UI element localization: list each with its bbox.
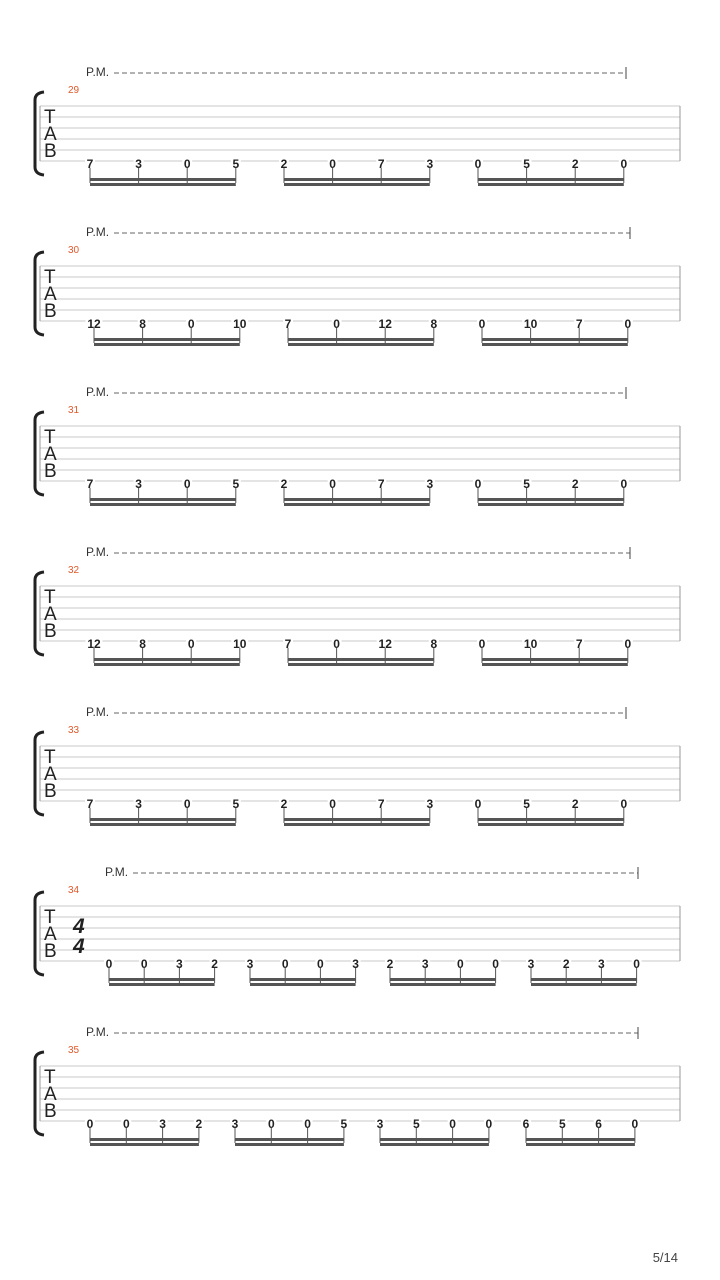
beam [478, 498, 624, 501]
fret-number: 3 [135, 477, 142, 491]
fret-number: 0 [492, 957, 499, 971]
beam [390, 978, 496, 981]
fret-number: 7 [377, 477, 385, 491]
fret-number: 0 [333, 317, 340, 331]
fret-number: 7 [86, 477, 94, 491]
fret-number: 7 [377, 157, 385, 171]
tab-clef-letter: A [44, 124, 57, 145]
beam [288, 663, 434, 666]
beam [288, 658, 434, 661]
measure-number: 35 [68, 1045, 80, 1056]
beam [390, 983, 496, 986]
beam [90, 183, 236, 186]
fret-number: 3 [135, 797, 142, 811]
fret-number: 5 [558, 1117, 566, 1131]
measure-number: 33 [68, 725, 80, 736]
beam [235, 1143, 344, 1146]
fret-number: 7 [284, 637, 292, 651]
fret-number: 0 [457, 957, 464, 971]
fret-number: 0 [633, 957, 640, 971]
fret-number: 8 [139, 317, 146, 331]
fret-number: 0 [183, 477, 191, 491]
fret-number: 3 [527, 957, 535, 971]
fret-number: 3 [426, 797, 434, 811]
fret-number: 0 [478, 317, 486, 331]
fret-number: 2 [571, 157, 579, 171]
beam [90, 823, 236, 826]
beam [478, 503, 624, 506]
palm-mute-label: P.M. [86, 545, 110, 559]
fret-number: 0 [620, 157, 628, 171]
fret-number: 3 [598, 957, 605, 971]
fret-number: 5 [232, 157, 240, 171]
measure-number: 31 [68, 405, 80, 416]
beam [526, 1143, 635, 1146]
tab-clef-letter: T [44, 427, 56, 448]
tab-system-32 [35, 545, 680, 666]
fret-number: 7 [377, 797, 385, 811]
beam [288, 343, 434, 346]
fret-number: 0 [620, 477, 628, 491]
beam [235, 1138, 344, 1141]
fret-number: 0 [449, 1117, 456, 1131]
fret-number: 0 [620, 797, 628, 811]
fret-number: 3 [231, 1117, 239, 1131]
tab-clef-letter: T [44, 587, 56, 608]
fret-number: 0 [304, 1117, 311, 1131]
fret-number: 12 [87, 317, 101, 331]
fret-number: 5 [523, 797, 530, 811]
fret-number: 3 [421, 957, 429, 971]
fret-number: 10 [523, 317, 538, 331]
tab-system-30 [35, 225, 680, 346]
measure-number: 29 [68, 85, 80, 96]
beam [109, 983, 215, 986]
fret-number: 10 [233, 637, 247, 651]
fret-number: 0 [333, 637, 340, 651]
fret-number: 2 [571, 797, 579, 811]
tab-clef-letter: A [44, 924, 57, 945]
fret-number: 2 [386, 957, 394, 971]
beam [90, 503, 236, 506]
beam [90, 178, 236, 181]
beam [250, 983, 356, 986]
fret-number: 0 [140, 957, 148, 971]
fret-number: 0 [105, 957, 113, 971]
fret-number: 0 [624, 317, 632, 331]
fret-number: 8 [430, 637, 438, 651]
fret-number: 2 [280, 477, 288, 491]
measure-number: 30 [68, 245, 80, 256]
beam [478, 823, 624, 826]
fret-number: 0 [329, 797, 336, 811]
measure-number: 34 [68, 885, 80, 896]
fret-number: 2 [280, 797, 288, 811]
fret-number: 7 [86, 157, 94, 171]
fret-number: 2 [571, 477, 579, 491]
tab-clef-letter: T [44, 907, 56, 928]
tab-clef-letter: T [44, 1067, 56, 1088]
fret-number: 3 [426, 477, 434, 491]
palm-mute-label: P.M. [105, 865, 129, 879]
tab-clef-letter: B [44, 781, 57, 802]
tab-system-34 [35, 865, 680, 986]
fret-number: 12 [378, 637, 392, 651]
fret-number: 5 [523, 157, 530, 171]
palm-mute-label: P.M. [86, 705, 110, 719]
time-signature-bottom: 4 [73, 935, 85, 958]
beam [482, 658, 628, 661]
tab-clef-letter: A [44, 1084, 57, 1105]
fret-number: 0 [329, 477, 336, 491]
tab-clef-letter: A [44, 764, 57, 785]
tab-clef-letter: A [44, 284, 57, 305]
beam [284, 498, 430, 501]
fret-number: 2 [195, 1117, 203, 1131]
beam [94, 658, 240, 661]
tab-clef-letter: B [44, 301, 57, 322]
tab-clef-letter: B [44, 621, 57, 642]
fret-number: 5 [412, 1117, 420, 1131]
beam [109, 978, 215, 981]
fret-number: 0 [631, 1117, 639, 1131]
fret-number: 5 [340, 1117, 348, 1131]
tab-system-33 [35, 705, 680, 826]
beam [94, 338, 240, 341]
fret-number: 3 [135, 157, 142, 171]
page-number: 5/14 [652, 1250, 678, 1265]
fret-number: 5 [232, 797, 240, 811]
tab-clef-letter: A [44, 444, 57, 465]
fret-number: 0 [86, 1117, 94, 1131]
fret-number: 3 [426, 157, 434, 171]
fret-number: 0 [317, 957, 324, 971]
beam [478, 178, 624, 181]
tab-clef-letter: T [44, 267, 56, 288]
fret-number: 2 [562, 957, 570, 971]
beam [478, 183, 624, 186]
fret-number: 3 [159, 1117, 166, 1131]
fret-number: 0 [187, 317, 195, 331]
fret-number: 2 [280, 157, 288, 171]
beam [284, 503, 430, 506]
beam [90, 498, 236, 501]
measure-number: 32 [68, 565, 80, 576]
beam [90, 818, 236, 821]
fret-number: 7 [284, 317, 292, 331]
time-signature-top: 4 [73, 915, 85, 938]
fret-number: 0 [624, 637, 632, 651]
fret-number: 0 [122, 1117, 130, 1131]
beam [482, 343, 628, 346]
fret-number: 8 [139, 637, 146, 651]
fret-number: 0 [329, 157, 336, 171]
tab-clef-letter: B [44, 461, 57, 482]
beam [250, 978, 356, 981]
fret-number: 3 [376, 1117, 384, 1131]
tab-clef-letter: A [44, 604, 57, 625]
tab-clef-letter: T [44, 747, 56, 768]
fret-number: 0 [474, 477, 482, 491]
fret-number: 7 [575, 637, 583, 651]
beam [90, 1143, 199, 1146]
fret-number: 2 [211, 957, 218, 971]
fret-number: 0 [485, 1117, 493, 1131]
fret-number: 0 [281, 957, 289, 971]
fret-number: 3 [246, 957, 254, 971]
beam [90, 1138, 199, 1141]
tab-clef-letter: B [44, 1101, 57, 1122]
fret-number: 0 [474, 797, 482, 811]
beam [531, 978, 637, 981]
fret-number: 0 [474, 157, 482, 171]
fret-number: 0 [183, 157, 191, 171]
fret-number: 10 [523, 637, 538, 651]
fret-number: 12 [87, 637, 101, 651]
palm-mute-label: P.M. [86, 385, 110, 399]
beam [94, 343, 240, 346]
fret-number: 12 [378, 317, 392, 331]
beam [288, 338, 434, 341]
beam [526, 1138, 635, 1141]
beam [94, 663, 240, 666]
beam [284, 818, 430, 821]
tab-clef-letter: B [44, 941, 57, 962]
beam [531, 983, 637, 986]
beam [482, 663, 628, 666]
fret-number: 7 [86, 797, 94, 811]
palm-mute-label: P.M. [86, 225, 110, 239]
beam [478, 818, 624, 821]
fret-number: 6 [522, 1117, 530, 1131]
tab-system-31 [35, 385, 680, 506]
beam [284, 178, 430, 181]
fret-number: 10 [233, 317, 247, 331]
fret-number: 0 [478, 637, 486, 651]
fret-number: 3 [352, 957, 359, 971]
fret-number: 7 [575, 317, 583, 331]
beam [482, 338, 628, 341]
beam [284, 823, 430, 826]
tab-system-35 [35, 1025, 680, 1146]
palm-mute-label: P.M. [86, 65, 110, 79]
beam [380, 1138, 489, 1141]
fret-number: 8 [430, 317, 438, 331]
beam [284, 183, 430, 186]
beam [380, 1143, 489, 1146]
fret-number: 5 [232, 477, 240, 491]
tab-clef-letter: B [44, 141, 57, 162]
fret-number: 0 [267, 1117, 275, 1131]
fret-number: 0 [183, 797, 191, 811]
fret-number: 3 [176, 957, 183, 971]
fret-number: 0 [187, 637, 195, 651]
tab-clef-letter: T [44, 107, 56, 128]
tab-system-29 [35, 65, 680, 186]
fret-number: 6 [595, 1117, 602, 1131]
fret-number: 5 [523, 477, 530, 491]
palm-mute-label: P.M. [86, 1025, 110, 1039]
